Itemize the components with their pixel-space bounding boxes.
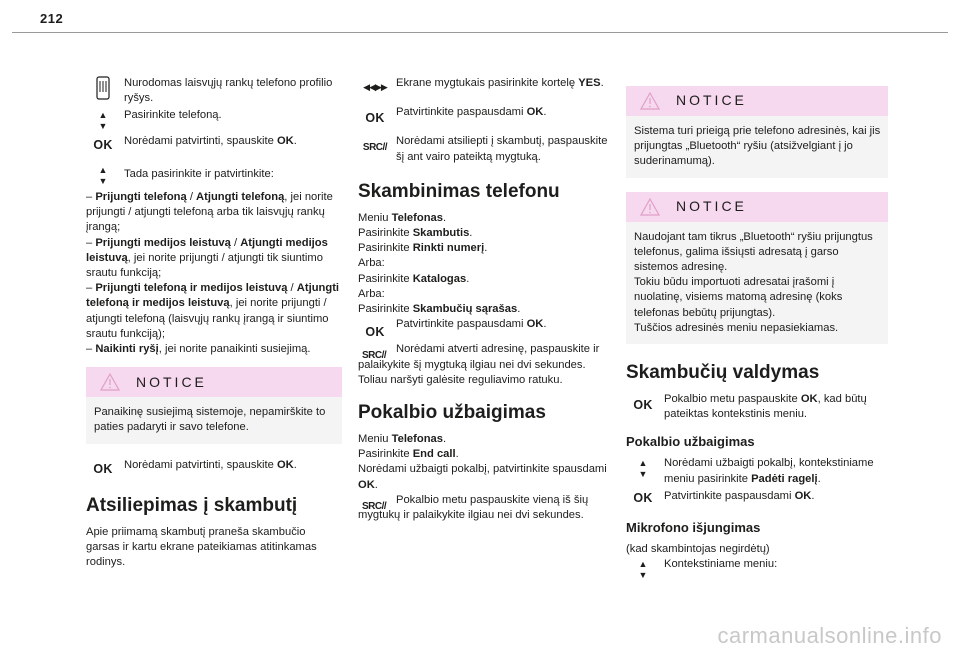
select-phone-text: Pasirinkite telefoną. xyxy=(124,109,222,122)
up-down-arrows-icon: ▲ ▼ xyxy=(638,559,648,581)
page-number: 212 xyxy=(40,11,64,26)
warning-icon xyxy=(100,373,120,391)
option-list xyxy=(86,190,342,357)
option-1: – Prijungti telefoną / Atjungti telefoną, jei norite prijungti / atjungti telefoną arba tik laisvųjų rankų įrangą; xyxy=(86,191,333,234)
profile-text: Nurodomas laisvųjų rankų telefono profilio ryšys. xyxy=(124,77,333,105)
confirm-text-3: Patvirtinkite paspausdami OK. xyxy=(396,106,547,119)
notice-title: NOTICE xyxy=(136,373,207,390)
up-down-arrows-icon: ▲ ▼ xyxy=(98,110,108,132)
column-1 xyxy=(86,76,342,570)
notice-text: Sistema turi prieigą prie telefono adresinės, kai jis prijungtas „Bluetooth“ ryšiu (atsižvelgiant į jo suderinamumą). xyxy=(634,125,881,168)
notice-title: NOTICE xyxy=(676,198,747,214)
then-select-text: Tada pasirinkite ir patvirtinkite: xyxy=(124,167,274,180)
column-2: ◀◀▶▶ Ekrane mygtukais pasirinkite kortelę YES. OK Patvirtinkite paspausdami OK. SRC// Norėdami atsiliepti į skambutį, paspauskite šį ant vairo pateiktą mygtuką. Skambinimas telefonu Meniu Telefonas. Pasirinkite Skambutis. Pasirinkite Rinkti numerį. Arba: Pasirinkite Katalogas. Arba: Pasirinkite Skambučių sąrašas. OK Patvirtinkite paspausdami OK. SRC// Norėdami atverti adresinę, paspauskite ir palaikykite šį mygtuką ilgiau nei dvi sekundes. Toliau naršyti galėsite reguliavimo ratuku. Pokalbio užbaigimas Meniu Telefonas. Pasirinkite End call. Norėdami užbaigti pokalbį, patvirtinkite spausdami OK. SRC// Pokalbio metu paspauskite vieną iš šių mygtukų ir palaikykite ilgiau nei dvi sekundes. xyxy=(358,76,614,523)
option-4: – Naikinti ryšį, jei norite panaikinti susiejimą. xyxy=(86,343,311,356)
option-2: – Prijungti medijos leistuvą / Atjungti medijos leistuvą, jei norite prijungti / atjungti tik siuntimo srautu funkciją; xyxy=(86,236,328,280)
source-button-icon: SRC// xyxy=(362,500,387,512)
header-divider xyxy=(12,32,948,33)
confirm-text-2: Norėdami patvirtinti, spauskite OK. xyxy=(124,458,297,471)
ok-icon: OK xyxy=(93,461,113,476)
answer-button-text: Norėdami atsiliepti į skambutį, paspauskite šį ant vairo pateiktą mygtuką. xyxy=(396,135,608,163)
select-yes-text: Ekrane mygtukais pasirinkite kortelę YES. xyxy=(396,77,604,89)
section-heading-end: Pokalbio užbaigimas xyxy=(358,402,546,424)
section-heading-call: Skambinimas telefonu xyxy=(358,180,560,202)
incoming-call-text: Apie priimamą skambutį praneša skambučio garsas ir kartu ekrane pateikiamas atitinkamas rodinys. xyxy=(86,525,317,569)
section-heading-answer: Atsiliepimas į skambutį xyxy=(86,494,298,516)
column-3: NOTICE Sistema turi prieigą prie telefono adresinės, kai jis prijungtas „Bluetooth“ ryšiu (atsižvelgiant į jo suderinamumą). NOTICE Naudojant tam tikrus „Bluetooth“ ryšiu prijungtus telefonus, galima išsiųsti adresatą į garso sistemos adresinę. Tokiu būdu importuoti adresatai įrašomi į nuolatinę, visiems matomą adresinę (koks telefonas bebūtų prijungtas). Tuščios adresinės meniu nepasiekiamas. Skambučių valdymas OK Pokalbio metu paspauskite OK, kad būtų pateiktas kontekstinis meniu. Pokalbio užbaigimas ▲ ▼ Norėdami užbaigti pokalbį, kontekstiniame meniu pasirinkite Padėti ragelį. OK Patvirtinkite paspausdami OK. Mikrofono išjungimas (kad skambintojas negirdėtų) ▲ ▼ Kontekstiniame meniu: xyxy=(626,86,888,580)
notice-box xyxy=(626,86,888,178)
warning-icon xyxy=(640,198,660,216)
notice-text: Panaikinę susiejimą sistemoje, nepamirškite to paties padaryti ir savo telefone. xyxy=(94,406,326,434)
ok-icon: OK xyxy=(633,490,653,505)
ok-icon: OK xyxy=(365,325,385,340)
confirm-text-4: Patvirtinkite paspausdami OK. xyxy=(396,318,547,331)
subheading-mic: Mikrofono išjungimas xyxy=(626,520,761,536)
notice-text: Naudojant tam tikrus „Bluetooth“ ryšiu prijungtus telefonus, galima išsiųsti adresatą į garso sistemos adresinę. xyxy=(634,230,873,274)
notice-box xyxy=(626,192,888,344)
notice-title: NOTICE xyxy=(676,92,747,109)
warning-icon xyxy=(640,92,660,110)
notice-text: Tuščios adresinės meniu nepasiekiamas. xyxy=(634,321,839,334)
notice-text: Tokiu būdu importuoti adresatai įrašomi į nuolatinę, visiems matomą adresinę (koks telefonas bebūtų prijungtas). xyxy=(634,276,843,319)
end-button-text: Pokalbio metu paspauskite vieną iš šių mygtukų ir palaikykite ilgiau nei dvi sekundes. xyxy=(358,493,589,522)
notice-box xyxy=(86,367,342,443)
ok-icon: OK xyxy=(633,398,653,413)
ok-icon: OK xyxy=(93,137,113,152)
phone-icon xyxy=(86,76,120,100)
watermark: carmanualsonline.info xyxy=(717,622,942,648)
up-down-arrows-icon: ▲ ▼ xyxy=(638,458,648,480)
ok-icon: OK xyxy=(365,111,385,126)
section-heading-manage: Skambučių valdymas xyxy=(626,362,820,384)
source-button-icon: SRC// xyxy=(362,350,387,362)
source-button-icon: SRC// xyxy=(362,142,388,154)
left-right-arrows-icon: ◀◀▶▶ xyxy=(363,82,387,92)
directory-text: Norėdami atverti adresinę, paspauskite ir palaikykite šį mygtuką ilgiau nei dvi sekundes. Toliau naršyti galėsite reguliavimo ratuku. xyxy=(358,343,600,386)
up-down-arrows-icon: ▲ ▼ xyxy=(98,164,108,186)
confirm-text-1: Norėdami patvirtinti, spauskite OK. xyxy=(124,134,297,147)
option-3: – Prijungti telefoną ir medijos leistuvą / Atjungti telefoną ir medijos leistuvą, jei norite prijungti / atjungti telefoną (laisvųjų rankų įrangą ir siuntimo srautu funkciją); xyxy=(86,282,340,340)
subheading-end: Pokalbio užbaigimas xyxy=(626,434,755,450)
